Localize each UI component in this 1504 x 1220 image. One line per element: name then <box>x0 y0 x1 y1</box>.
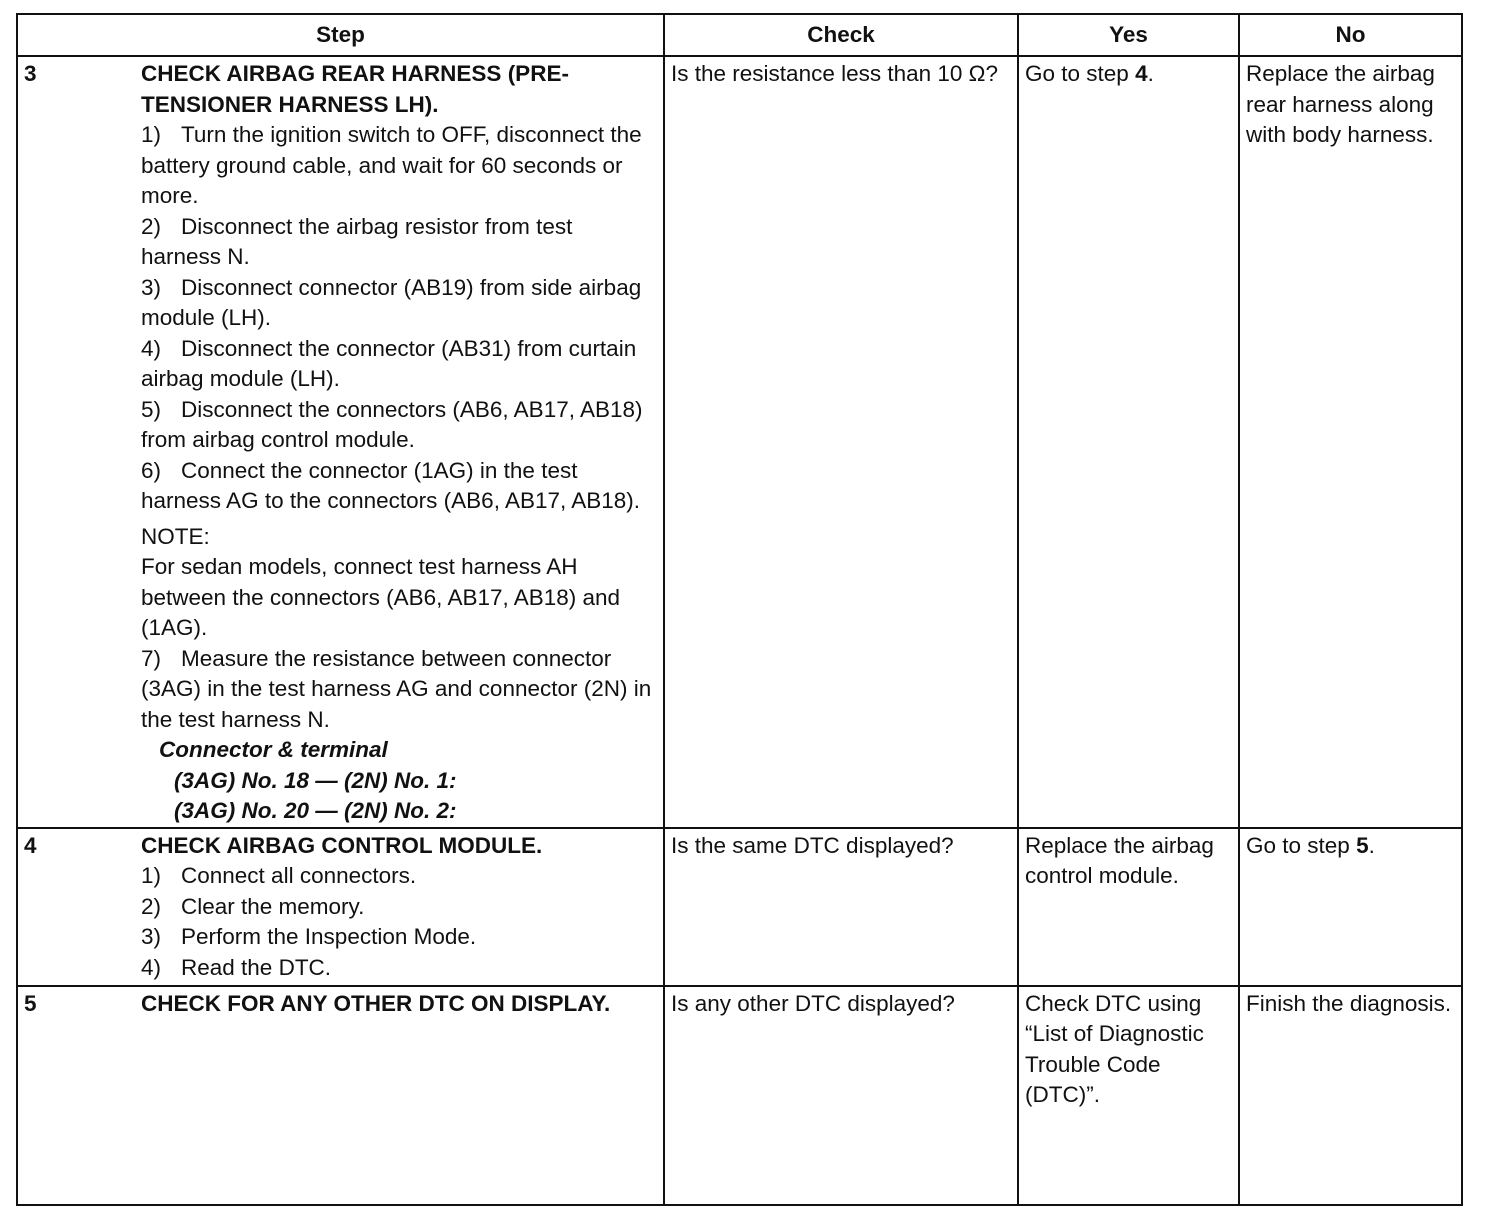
step-description <box>137 828 664 986</box>
sub-step: 4) Read the DTC. <box>141 954 332 980</box>
check-cell: Is any other DTC displayed? <box>664 986 1018 1206</box>
step-title: CHECK AIRBAG CONTROL MODULE. <box>141 832 543 858</box>
step-number: 4 <box>17 828 137 986</box>
header-check: Check <box>664 14 1018 56</box>
sub-step: 2) Disconnect the airbag resistor from test harness N. <box>141 213 573 269</box>
sub-step: 1) Turn the ignition switch to OFF, disconnect the battery ground cable, and wait for 60 seconds or more. <box>141 122 642 208</box>
no-step-ref: 5 <box>1356 832 1369 858</box>
sub-step: 3) Perform the Inspection Mode. <box>141 924 477 949</box>
yes-cell: Check DTC using “List of Diagnostic Trouble Code (DTC)”. <box>1018 986 1239 1206</box>
yes-step-ref: 4 <box>1135 61 1148 86</box>
connector-terminal-line: (3AG) No. 18 — (2N) No. 1: <box>174 767 457 793</box>
header-row <box>17 14 1462 56</box>
sub-step: 6) Connect the connector (1AG) in the test harness AG to the connectors (AB6, AB17, AB18). <box>141 457 641 513</box>
check-cell: Is the same DTC displayed? <box>664 828 1018 986</box>
sub-step: 4) Disconnect the connector (AB31) from curtain airbag module (LH). <box>141 335 637 391</box>
step-title: CHECK AIRBAG REAR HARNESS (PRE-TENSIONER HARNESS LH). <box>141 61 569 117</box>
connector-terminal-title: Connector & terminal <box>159 737 388 762</box>
sub-step: 7) Measure the resistance between connector (3AG) in the test harness AG and connector (2N) in the test harness N. <box>141 645 652 732</box>
header-no: No <box>1239 14 1462 56</box>
connector-terminal-line: (3AG) No. 20 — (2N) No. 2: <box>174 798 457 823</box>
yes-cell: Go to step 4. <box>1018 56 1239 828</box>
table-row-step-3 <box>17 56 1462 828</box>
step-description <box>137 986 664 1206</box>
step-title: CHECK FOR ANY OTHER DTC ON DISPLAY. <box>141 990 611 1016</box>
yes-cell: Replace the airbag control module. <box>1018 828 1239 986</box>
sub-step: 5) Disconnect the connectors (AB6, AB17, AB18) from airbag control module. <box>141 396 643 452</box>
table-row-step-5 <box>17 986 1462 1206</box>
no-cell: Finish the diagnosis. <box>1239 986 1462 1206</box>
note-text: For sedan models, connect test harness AH between the connectors (AB6, AB17, AB18) and (1AG). <box>141 554 621 640</box>
sub-step: 1) Connect all connectors. <box>141 863 417 888</box>
step-number: 5 <box>17 986 137 1206</box>
table-row-step-4 <box>17 828 1462 986</box>
no-cell: Go to step 5. <box>1239 828 1462 986</box>
check-cell: Is the resistance less than 10 Ω? <box>664 56 1018 828</box>
header-yes: Yes <box>1018 14 1239 56</box>
sub-step: 2) Clear the memory. <box>141 893 365 919</box>
diagnostic-table <box>16 13 1463 1206</box>
sub-step: 3) Disconnect connector (AB19) from side airbag module (LH). <box>141 274 642 330</box>
header-step: Step <box>17 14 664 56</box>
step-description <box>137 56 664 828</box>
no-cell: Replace the airbag rear harness along with body harness. <box>1239 56 1462 828</box>
note-label: NOTE: <box>141 523 210 549</box>
step-number: 3 <box>17 56 137 828</box>
